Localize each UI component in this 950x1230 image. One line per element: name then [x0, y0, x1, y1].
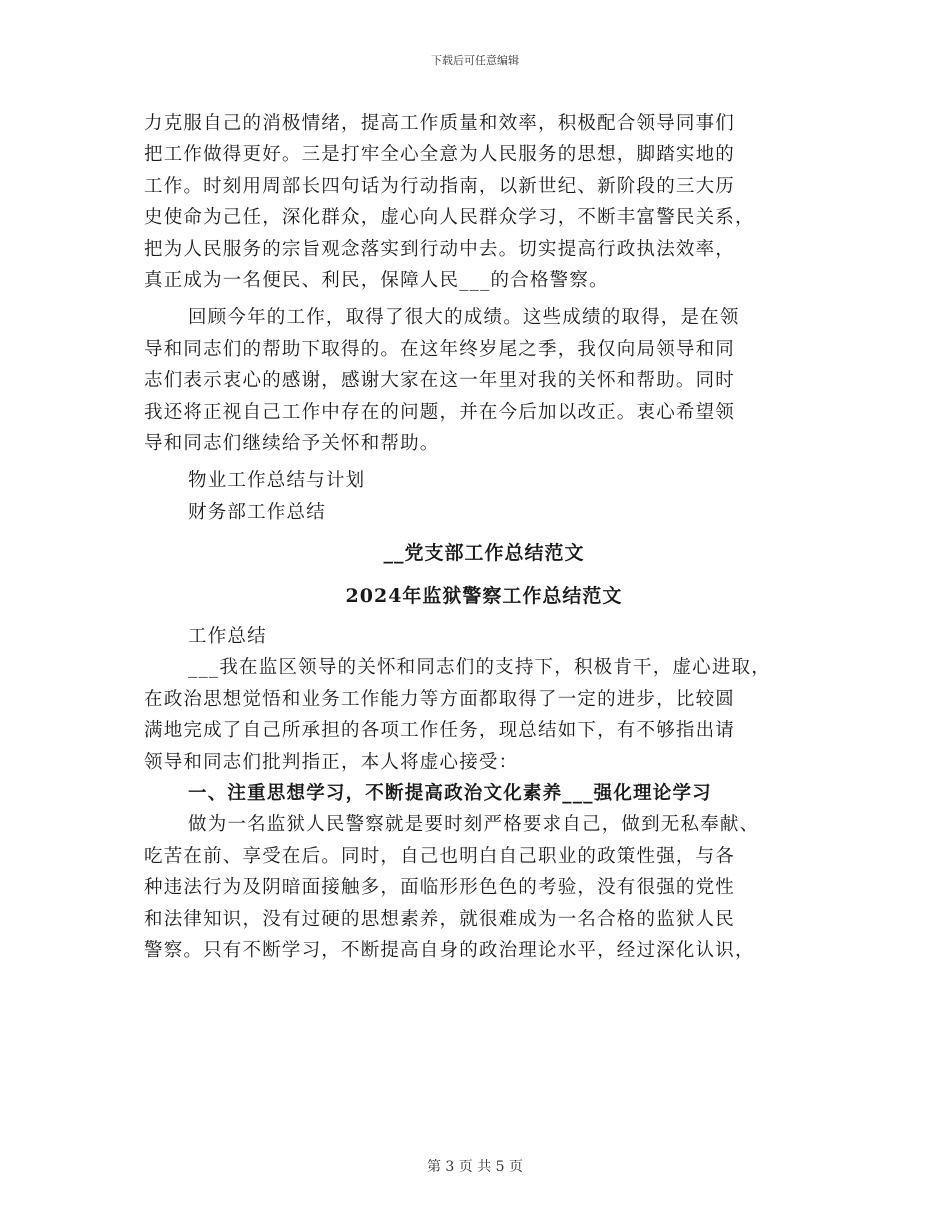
document-title: 2024年监狱警察工作总结范文 [345, 585, 623, 608]
paragraph-1 [144, 108, 824, 296]
text-line: 导和同志们继续给予关怀和帮助。 [144, 432, 440, 454]
paragraph-2 [144, 302, 824, 459]
text-line: 工作。时刻用周部长四句话为行动指南，以新世纪、新阶段的三大历 [144, 175, 736, 197]
text-line: 在政治思想觉悟和业务工作能力等方面都取得了一定的进步，比较圆 [144, 688, 736, 710]
text-line: 满地完成了自己所承担的各项工作任务，现总结如下，有不够指出请 [144, 720, 736, 742]
page-number-footer: 第 3 页 共 5 页 [426, 1159, 524, 1175]
related-link-property-summary[interactable]: 物业工作总结与计划 [188, 470, 366, 492]
paragraph-3 [144, 652, 824, 778]
page-header: 下载后可任意编辑 [431, 54, 519, 67]
section-heading-party-branch: __党支部工作总结范文 [383, 542, 585, 565]
text-line: 志们表示衷心的感谢，感谢大家在这一年里对我的关怀和帮助。同时 [144, 370, 736, 392]
document-body [144, 108, 824, 966]
section-heading-1: 一、注重思想学习，不断提高政治文化素养___强化理论学习 [188, 783, 712, 805]
text-line: 领导和同志们批判指正，本人将虚心接受： [144, 751, 519, 773]
text-line: 把为人民服务的宗旨观念落实到行动中去。切实提高行政执法效率， [144, 238, 736, 260]
summary-label: 工作总结 [188, 626, 267, 648]
text-line: 和法律知识，没有过硬的思想素养，就很难成为一名合格的监狱人民 [144, 908, 736, 930]
text-line: 史使命为己任，深化群众，虚心向人民群众学习，不断丰富警民关系， [144, 207, 755, 229]
text-line: 导和同志们的帮助下取得的。在这年终岁尾之季，我仅向局领导和同 [144, 338, 736, 360]
text-line: 真正成为一名便民、利民，保障人民___的合格警察。 [144, 269, 609, 291]
text-line: 警察。只有不断学习，不断提高自身的政治理论水平，经过深化认识， [144, 939, 755, 961]
text-line: 做为一名监狱人民警察就是要时刻严格要求自己，做到无私奉献、 [188, 814, 760, 836]
paragraph-4 [144, 809, 824, 966]
text-line: 力克服自己的消极情绪，提高工作质量和效率，积极配合领导同事们 [144, 113, 736, 134]
text-line: 回顾今年的工作，取得了很大的成绩。这些成绩的取得，是在领 [188, 307, 740, 329]
related-link-finance-summary[interactable]: 财务部工作总结 [188, 501, 326, 523]
text-line: ___我在监区领导的关怀和同志们的支持下，积极肯干，虚心进取， [188, 657, 771, 679]
text-line: 我还将正视自己工作中存在的问题，并在今后加以改正。衷心希望领 [144, 401, 736, 423]
text-line: 吃苦在前、享受在后。同时，自己也明白自己职业的政策性强，与各 [144, 845, 736, 867]
text-line: 种违法行为及阴暗面接触多，面临形形色色的考验，没有很强的党性 [144, 877, 736, 899]
text-line: 把工作做得更好。三是打牢全心全意为人民服务的思想，脚踏实地的 [144, 144, 736, 166]
